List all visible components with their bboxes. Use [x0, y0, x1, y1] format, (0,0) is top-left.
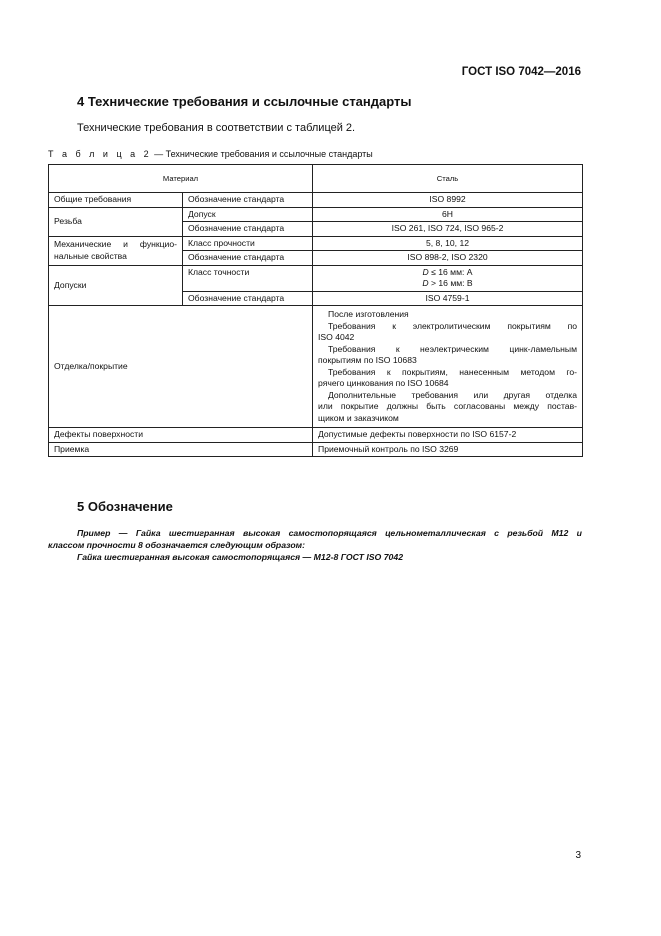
row-general-label: Общие требования [49, 193, 183, 208]
table-row [49, 428, 583, 443]
example-line-1 [48, 527, 582, 539]
header-steel: Сталь [313, 165, 583, 193]
finish-line: рячего цинкования по ISO 10684 [318, 378, 449, 388]
finish-line: Требования к электролитическим покрытиям по [328, 320, 578, 331]
row-thread-val2: ISO 261, ISO 724, ISO 965-2 [313, 222, 583, 237]
row-acceptance-label: Приемка [49, 442, 313, 457]
section-4-title: 4 Технические требования и ссылочные стандарты [77, 94, 412, 109]
row-mech-label-line1: Механические и функцио- [54, 239, 177, 249]
tol-var-b: D [422, 278, 429, 288]
table-row [49, 193, 583, 208]
table-row [49, 236, 583, 251]
table-row [49, 306, 583, 428]
section-5-title: 5 Обозначение [77, 499, 173, 514]
finish-line: Требования к неэлектрическим цинк-ламельным [328, 343, 578, 354]
section-4-intro: Технические требования в соответствии с таблицей 2. [77, 122, 356, 134]
finish-line: Дополнительные требования или другая отделка [328, 389, 578, 400]
tol-text-a: ≤ 16 мм: A [428, 266, 473, 277]
tol-var-a: D [422, 266, 429, 277]
row-tol-label: Допуски [49, 265, 183, 306]
finish-line: или покрытие должны быть согласованы между постав- [318, 401, 578, 411]
table-caption-label: Т а б л и ц а 2 [48, 149, 152, 159]
example-line-2: классом прочности 8 обозначается следующим образом: [48, 540, 305, 550]
finish-line: После изготовления [328, 309, 409, 319]
table-header-row [49, 165, 583, 193]
row-mech-sub2: Обозначение стандарта [183, 251, 313, 266]
table-row [49, 265, 583, 291]
finish-line: щиком и заказчиком [318, 412, 399, 423]
row-tol-val2: ISO 4759-1 [313, 291, 583, 306]
row-defects-label: Дефекты поверхности [49, 428, 313, 443]
standard-designation: ГОСТ ISO 7042—2016 [461, 66, 581, 78]
row-defects-value: Допустимые дефекты поверхности по ISO 6157-2 [313, 428, 583, 443]
row-finish-label: Отделка/покрытие [49, 306, 313, 428]
row-mech-sub1: Класс прочности [183, 236, 313, 251]
row-tol-val1 [313, 265, 583, 291]
table-row [49, 207, 583, 222]
table-row [49, 442, 583, 457]
requirements-table [48, 164, 583, 457]
example-line-3: Гайка шестигранная высокая самостопорящаяся — М12-8 ГОСТ ISO 7042 [77, 552, 404, 562]
row-mech-val2: ISO 898-2, ISO 2320 [313, 251, 583, 266]
row-mech-label-line2: нальные свойства [54, 250, 127, 261]
row-mech-val1: 5, 8, 10, 12 [313, 236, 583, 251]
finish-line: покрытиям по ISO 10683 [318, 355, 417, 365]
row-thread-sub2: Обозначение стандарта [183, 222, 313, 237]
row-tol-sub1: Класс точности [183, 265, 313, 291]
row-acceptance-value: Приемочный контроль по ISO 3269 [313, 442, 583, 457]
page-number: 3 [575, 850, 581, 861]
finish-line: ISO 4042 [318, 332, 355, 342]
tol-text-b: > 16 мм: B [428, 278, 473, 288]
tol-line-a [318, 267, 577, 279]
header-material: Материал [49, 165, 313, 193]
row-thread-label: Резьба [49, 207, 183, 236]
row-general-value: ISO 8992 [313, 193, 583, 208]
finish-line: Требования к покрытиям, нанесенным методом го- [328, 366, 578, 377]
row-tol-sub2: Обозначение стандарта [183, 291, 313, 306]
table-caption [48, 149, 373, 159]
example-lead: Пример — [77, 528, 136, 538]
row-thread-val1: 6H [313, 207, 583, 222]
table-caption-text: — Технические требования и ссылочные стандарты [151, 149, 373, 159]
designation-example [48, 527, 582, 563]
tol-line-b [318, 278, 577, 290]
example-text-1: Гайка шестигранная высокая самостопорящаяся цельнометаллическая с резьбой М12 и [135, 528, 582, 538]
row-finish-value [313, 306, 583, 428]
row-general-sub: Обозначение стандарта [183, 193, 313, 208]
row-mech-label [49, 236, 183, 265]
row-thread-sub1: Допуск [183, 207, 313, 222]
